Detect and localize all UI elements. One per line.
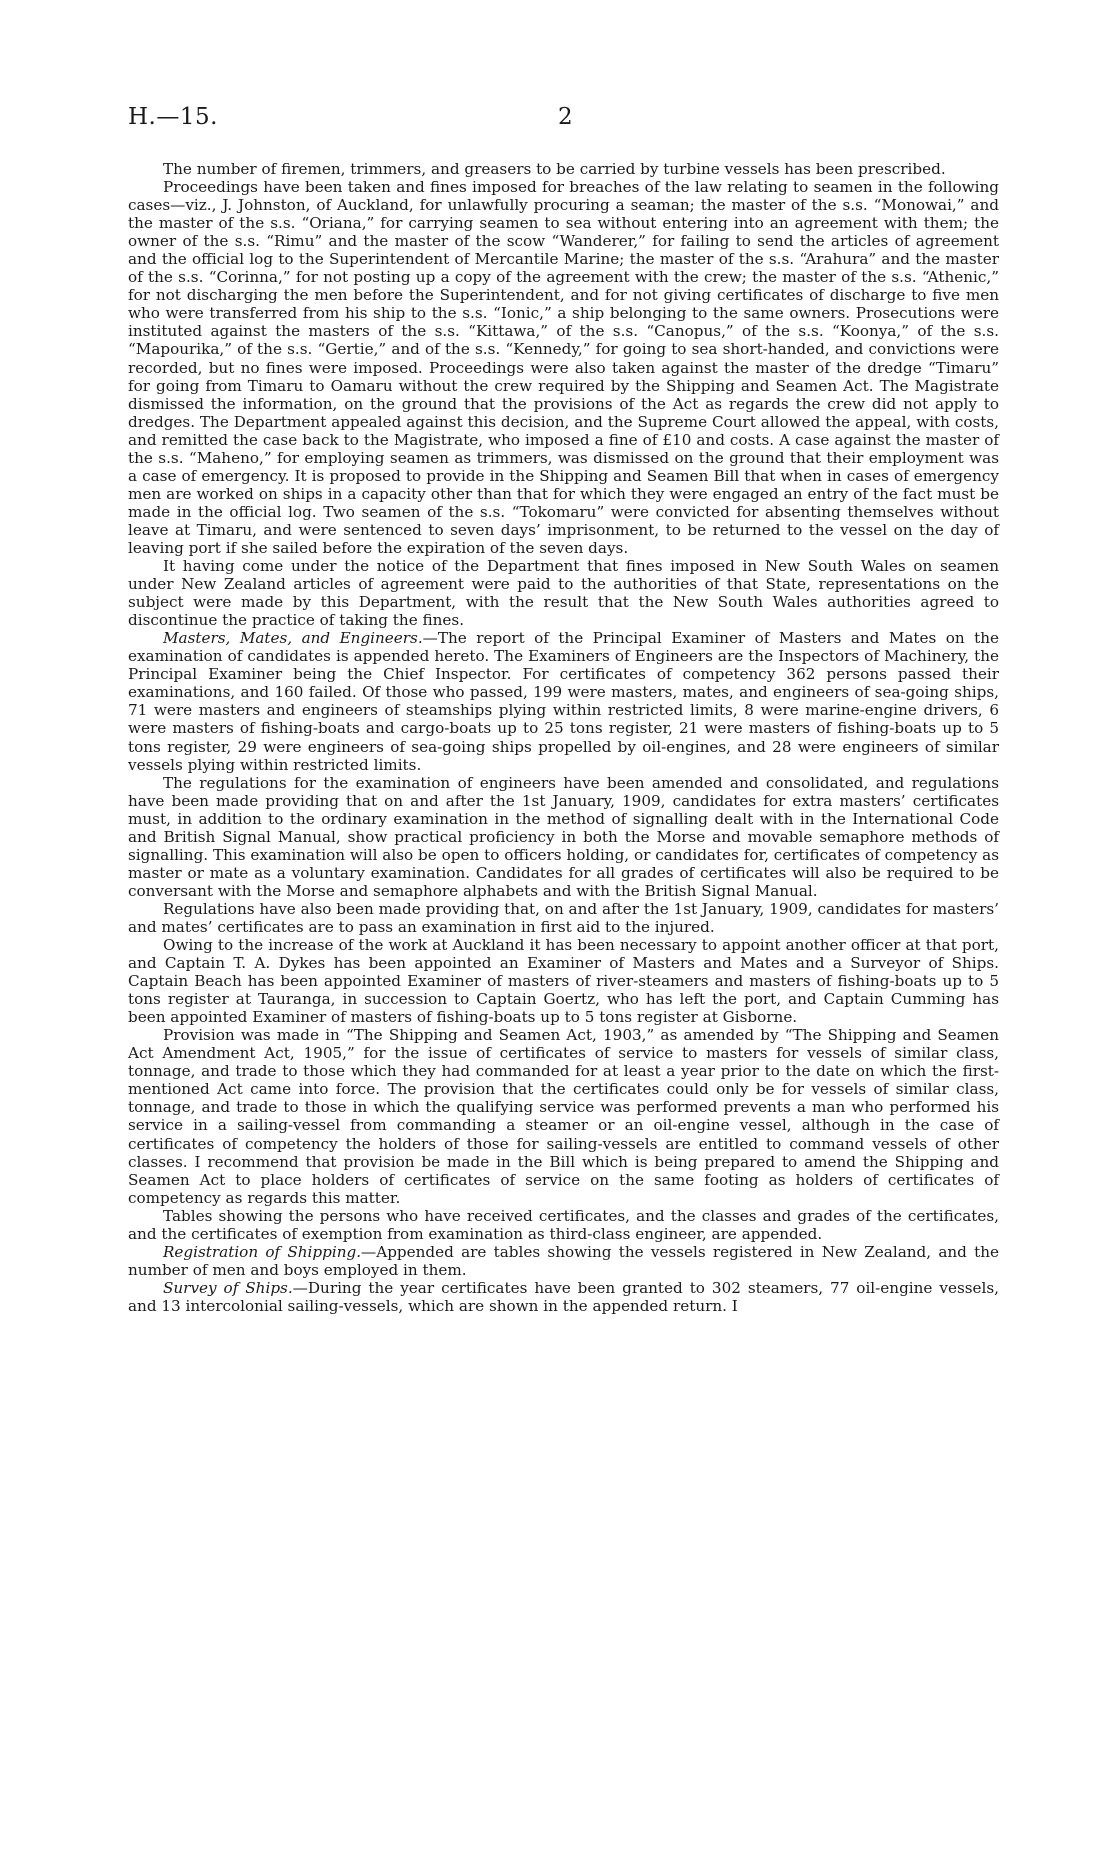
paragraph-auckland-appointments: Owing to the increase of the work at Auckland it has been necessary to appoint another officer at that port, and Captain T. A. Dykes has been appointed an Examiner of Masters and Mates and a Surveyor of Ships. Captain Beach has been appointed Examiner of masters of river-steamers and masters of fishing-boats up to 5 tons register at Tauranga, in succession to Captain Goertz, who has left the port, and Captain Cumming has been appointed Examiner of masters of fishing-boats up to 5 tons register at Gisborne. <box>128 936 999 1027</box>
report-reference: H.—15. <box>128 104 218 130</box>
paragraph-regulations-signalling: The regulations for the examination of engineers have been amended and consolidated, and regulations have been made providing that on and after the 1st January, 1909, candidates for extra masters’ certificates must, in addition to the ordinary examination in the method of signalling dealt with in the International Code and British Signal Manual, show practical proficiency in both the Morse and movable semaphore methods of signalling. This examination will also be open to officers holding, or candidates for, certificates of competency as master or mate as a voluntary examination. Candidates for all grades of certificates will also be required to be conversant with the Morse and semaphore alphabets and with the British Signal Manual. <box>128 773 999 900</box>
page-number: 2 <box>558 104 573 130</box>
paragraph-certificates-of-service: Provision was made in “The Shipping and Seamen Act, 1903,” as amended by “The Shipping and Seamen Act Amendment Act, 1905,” for the issue of certificates of service to masters for vessels of similar class, tonnage, and trade to those which they had commanded for at least a year prior to the date on which the first-mentioned Act came into force. The provision that the certificates could only be for vessels of similar class, tonnage, and trade to those in which the qualifying service was performed prevents a man who performed his service in a sailing-vessel from commanding a steamer or an oil-engine vessel, although in the case of certificates of competency the holders of those for sailing-vessels are entitled to command vessels of other classes. I recommend that provision be made in the Bill which is being prepared to amend the Shipping and Seamen Act to place holders of certificates of service on the same footing as holders of certificates of competency as regards this matter. <box>128 1026 999 1207</box>
section-heading: Survey of Ships. <box>163 1278 293 1297</box>
paragraph-first-aid: Regulations have also been made providing that, on and after the 1st January, 1909, candidates for masters’ and mates’ certificates are to pass an examination in first aid to the injured. <box>128 899 999 936</box>
section-heading: Registration of Shipping. <box>163 1242 362 1261</box>
body-text <box>128 160 999 1315</box>
paragraph-masters-mates-engineers: Masters, Mates, and Engineers.—The report of the Principal Examiner of Masters and Mates on the examination of candidates is appended hereto. The Examiners of Engineers are the Inspectors of Machinery, the Principal Examiner being the Chief Inspector. For certificates of competency 362 persons passed their examinations, and 160 failed. Of those who passed, 199 were masters, mates, and engineers of sea-going ships, 71 were masters and engineers of steamships plying within restricted limits, 8 were marine-engine drivers, 6 were masters of fishing-boats and cargo-boats up to 25 tons register, 21 were masters of fishing-boats up to 5 tons register, 29 were engineers of sea-going ships propelled by oil-engines, and 28 were engineers of similar vessels plying within restricted limits. <box>128 629 999 774</box>
section-heading: Masters, Mates, and Engineers. <box>163 629 423 648</box>
paragraph-proceedings: Proceedings have been taken and fines imposed for breaches of the law relating to seamen in the following cases—viz., J. Johnston, of Auckland, for unlawfully procuring a seaman; the master of the s.s. “Monowai,” and the master of the s.s. “Oriana,” for carrying seamen to sea without entering into an agreement with them; the owner of the s.s. “Rimu” and the master of the scow “Wanderer,” for failing to send the articles of agreement and the official log to the Superintendent of Mercantile Marine; the master of the s.s. “Arahura” and the master of the s.s. “Corinna,” for not posting up a copy of the agreement with the crew; the master of the s.s. “Athenic,” for not discharging the men before the Superintendent, and for not giving certificates of discharge to five men who were transferred from his ship to the s.s. “Ionic,” a ship belonging to the same owners. Prosecutions were instituted against the masters of the s.s. “Kittawa,” of the s.s. “Canopus,” of the s.s. “Koonya,” of the s.s. “Mapourika,” of the s.s. “Gertie,” and of the s.s. “Kennedy,” for going to sea short-handed, and convictions were recorded, but no fines were imposed. Proceedings were also taken against the master of the dredge “Timaru” for going from Timaru to Oamaru without the crew required by the Shipping and Seamen Act. The Magistrate dismissed the information, on the ground that the provisions of the Act as regards the crew did not apply to dredges. The Department appealed against this decision, and the Supreme Court allowed the appeal, with costs, and remitted the case back to the Magistrate, who imposed a fine of £10 and costs. A case against the master of the s.s. “Maheno,” for employing seamen as trimmers, was dismissed on the ground that their employment was a case of emergency. It is proposed to provide in the Shipping and Seamen Bill that when in cases of emergency men are worked on ships in a capacity other than that for which they were engaged an entry of the fact must be made in the official log. Two seamen of the s.s. “Tokomaru” were convicted for absenting themselves without leave at Timaru, and were sentenced to seven days’ imprisonment, to be returned to the vessel on the day of leaving port if she sailed before the expiration of the seven days. <box>128 178 999 557</box>
paragraph-registration: Registration of Shipping.—Appended are tables showing the vessels registered in New Zealand, and the number of men and boys employed in them. <box>128 1242 1000 1279</box>
paragraph-nsw-fines: It having come under the notice of the Department that fines imposed in New South Wales on seamen under New Zealand articles of agreement were paid to the authorities of that State, representations on the subject were made by this Department, with the result that the New South Wales authorities agreed to discontinue the practice of taking the fines. <box>128 557 999 630</box>
paragraph-survey: Survey of Ships.—During the year certificates have been granted to 302 steamers, 77 oil-engine vessels, and 13 intercolonial sailing-vessels, which are shown in the appended return. I <box>128 1278 999 1315</box>
paragraph-tables: Tables showing the persons who have received certificates, and the classes and grades of the certificates, and the certificates of exemption from examination as third-class engineer, are appended. <box>128 1206 999 1243</box>
paragraph-firemen: The number of firemen, trimmers, and greasers to be carried by turbine vessels has been prescribed. <box>163 160 946 178</box>
